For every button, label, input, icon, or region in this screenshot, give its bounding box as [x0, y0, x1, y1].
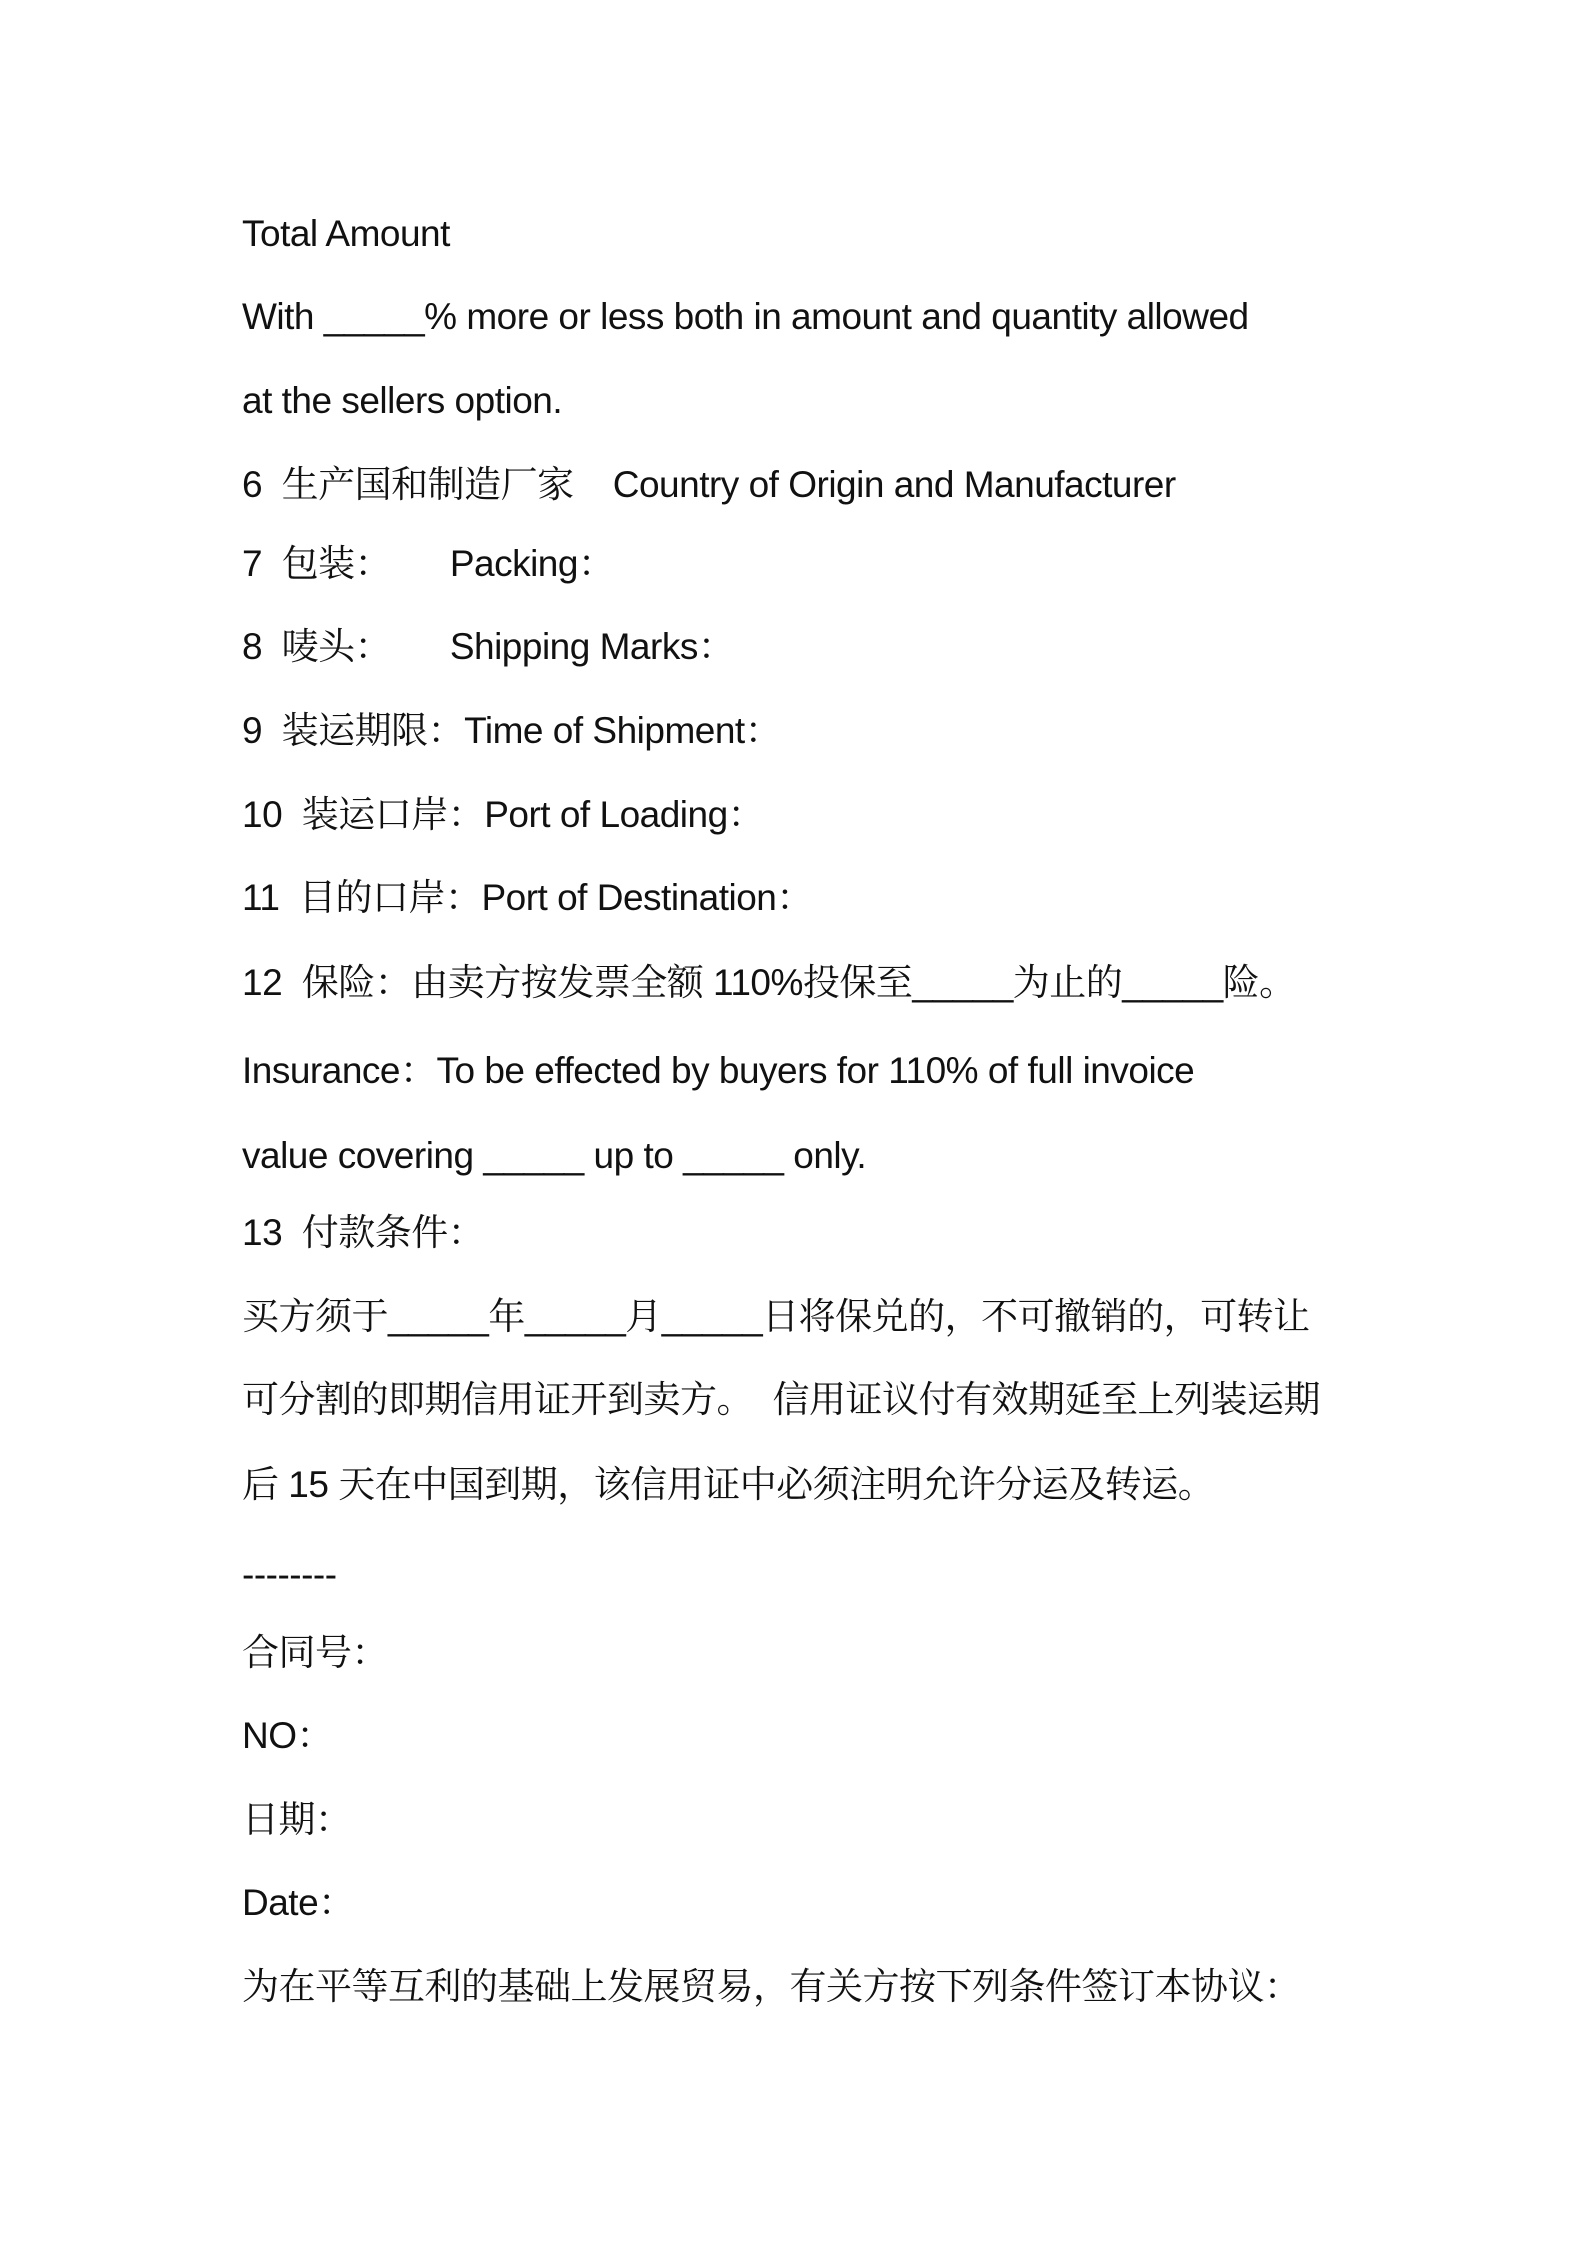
- clause-10-port-loading: 10 装运口岸：Port of Loading：: [242, 794, 765, 835]
- clause-11-port-destination: 11 目的口岸：Port of Destination：: [242, 877, 813, 918]
- agreement-preamble: 为在平等互利的基础上发展贸易，有关方按下列条件签订本协议：: [242, 1966, 1301, 2007]
- separator: --------: [242, 1554, 337, 1595]
- payment-text-1: 买方须于_____年_____月_____日将保兑的，不可撤销的，可转让: [242, 1296, 1310, 1337]
- clause-12-insurance-en: Insurance：To be effected by buyers for 110% of full invoice: [242, 1050, 1195, 1091]
- contract-no-en: NO：: [242, 1715, 333, 1756]
- clause-12-insurance-cn: 12 保险：由卖方按发票全额 110%投保至_____为止的_____险。: [242, 962, 1296, 1003]
- total-amount-heading: Total Amount: [242, 213, 450, 254]
- clause-6-origin: 6 生产国和制造厂家 Country of Origin and Manufacturer: [242, 464, 1176, 505]
- tolerance-clause-cont: at the sellers option.: [242, 380, 563, 421]
- tolerance-clause: With _____% more or less both in amount and quantity allowed: [242, 296, 1249, 337]
- clause-9-shipment-time: 9 装运期限：Time of Shipment：: [242, 710, 782, 751]
- contract-no-cn: 合同号：: [242, 1632, 388, 1673]
- payment-text-3: 后 15 天在中国到期，该信用证中必须注明允许分运及转运。: [242, 1464, 1215, 1505]
- date-cn: 日期：: [242, 1799, 352, 1840]
- payment-text-2: 可分割的即期信用证开到卖方。 信用证议付有效期延至上列装运期: [242, 1379, 1321, 1420]
- clause-8-marks: 8 唛头： Shipping Marks：: [242, 626, 735, 667]
- clause-13-payment: 13 付款条件：: [242, 1212, 485, 1253]
- clause-12-insurance-en-cont: value covering _____ up to _____ only.: [242, 1135, 867, 1176]
- clause-7-packing: 7 包装： Packing：: [242, 543, 615, 584]
- date-en: Date：: [242, 1882, 355, 1923]
